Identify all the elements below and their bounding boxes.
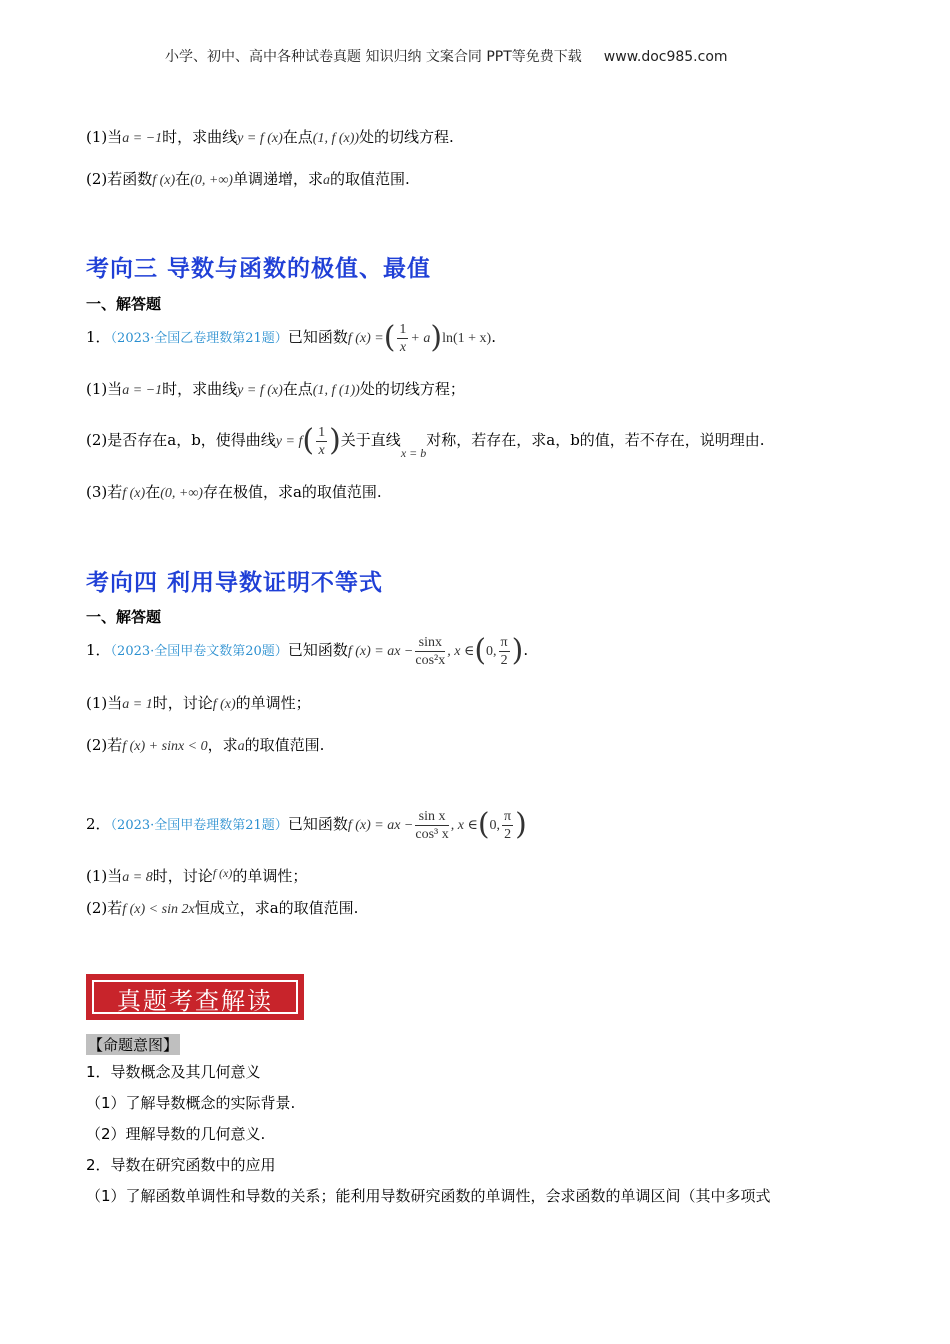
section-banner [86,974,304,1020]
section-title-3: 考向三 导数与函数的极值、最值 [86,256,432,282]
banner-title: 真题考查解读 [117,987,273,1015]
problem-4-1-part-1: (1)当a = 1时，讨论f (x)的单调性； [86,694,311,712]
problem-3-1-part-3: (3)若f (x)在(0, +∞)存在极值，求a的取值范围. [86,483,382,501]
intent-line-5: （1）了解函数单调性和导数的关系；能利用导数研究函数的单调性，会求函数的单调区间（其中多项式 [86,1187,771,1205]
problem-4-1: 1．（2023·全国甲卷文数第20题）已知函数f (x) = ax − $\frac{\sin x}{\text{cos²x}}$ , x ∈(0, $\frac{\pi}{2}$ ). [86,633,529,668]
source-tag: （2023·全国甲卷理数第21题） [110,818,288,833]
header-text: 小学、初中、高中各种试卷真题 知识归纳 文案合同 PPT等免费下载 [165,49,582,65]
problem-4-2-part-2: (2)若f (x) < sin 2x恒成立，求a的取值范围. [86,899,359,917]
problem-4-2-part-1: (1)当a = 8时，讨论$^{f (x)}$的单调性； [86,866,308,885]
intent-line-1: 1．导数概念及其几何意义 [86,1063,261,1081]
intent-line-3: （2）理解导数的几何意义. [86,1125,266,1143]
question-part-2: (2)若函数f (x)在(0, +∞)单调递增，求a的取值范围. [86,170,410,188]
source-tag: （2023·全国乙卷理数第21题） [110,331,288,346]
page-header [165,46,728,66]
section-title-4: 考向四 利用导数证明不等式 [86,570,384,596]
section-subtitle-3: 一、解答题 [86,295,162,313]
problem-4-1-part-2: (2)若f (x) + sinx < 0，求a的取值范围. [86,736,325,754]
problem-3-1: 1．（2023·全国乙卷理数第21题）已知函数f (x) =( $\frac{1}{x}$ + a)ln(1 + x). [86,320,496,355]
intent-line-4: 2．导数在研究函数中的应用 [86,1156,276,1174]
section-subtitle-4: 一、解答题 [86,608,162,626]
intent-label: 【命题意图】 [88,1036,179,1054]
intent-line-2: （1）了解导数概念的实际背景. [86,1094,296,1112]
question-part-1: (1)当a = −1时，求曲线y = f (x)在点(1, f (x))处的切线方程. [86,128,454,146]
source-tag: （2023·全国甲卷文数第20题） [110,644,288,659]
problem-4-2: 2．（2023·全国甲卷理数第21题）已知函数f (x) = ax − $\frac{\text{sin x}}{\text{cos³ x}}$ , x ∈(0, $\frac{\pi}{2}$ ) [86,807,527,842]
header-site-link[interactable]: www.doc985.com [603,49,728,65]
problem-3-1-part-1: (1)当a = −1时，求曲线y = f (x)在点(1, f (1))处的切线方程； [86,380,465,398]
problem-3-1-part-2: (2)是否存在a，b，使得曲线y = f( $\frac{1}{x}$ )关于直线$_{x = b}$对称，若存在，求a，b的值，若不存在，说明理由. [86,423,765,460]
